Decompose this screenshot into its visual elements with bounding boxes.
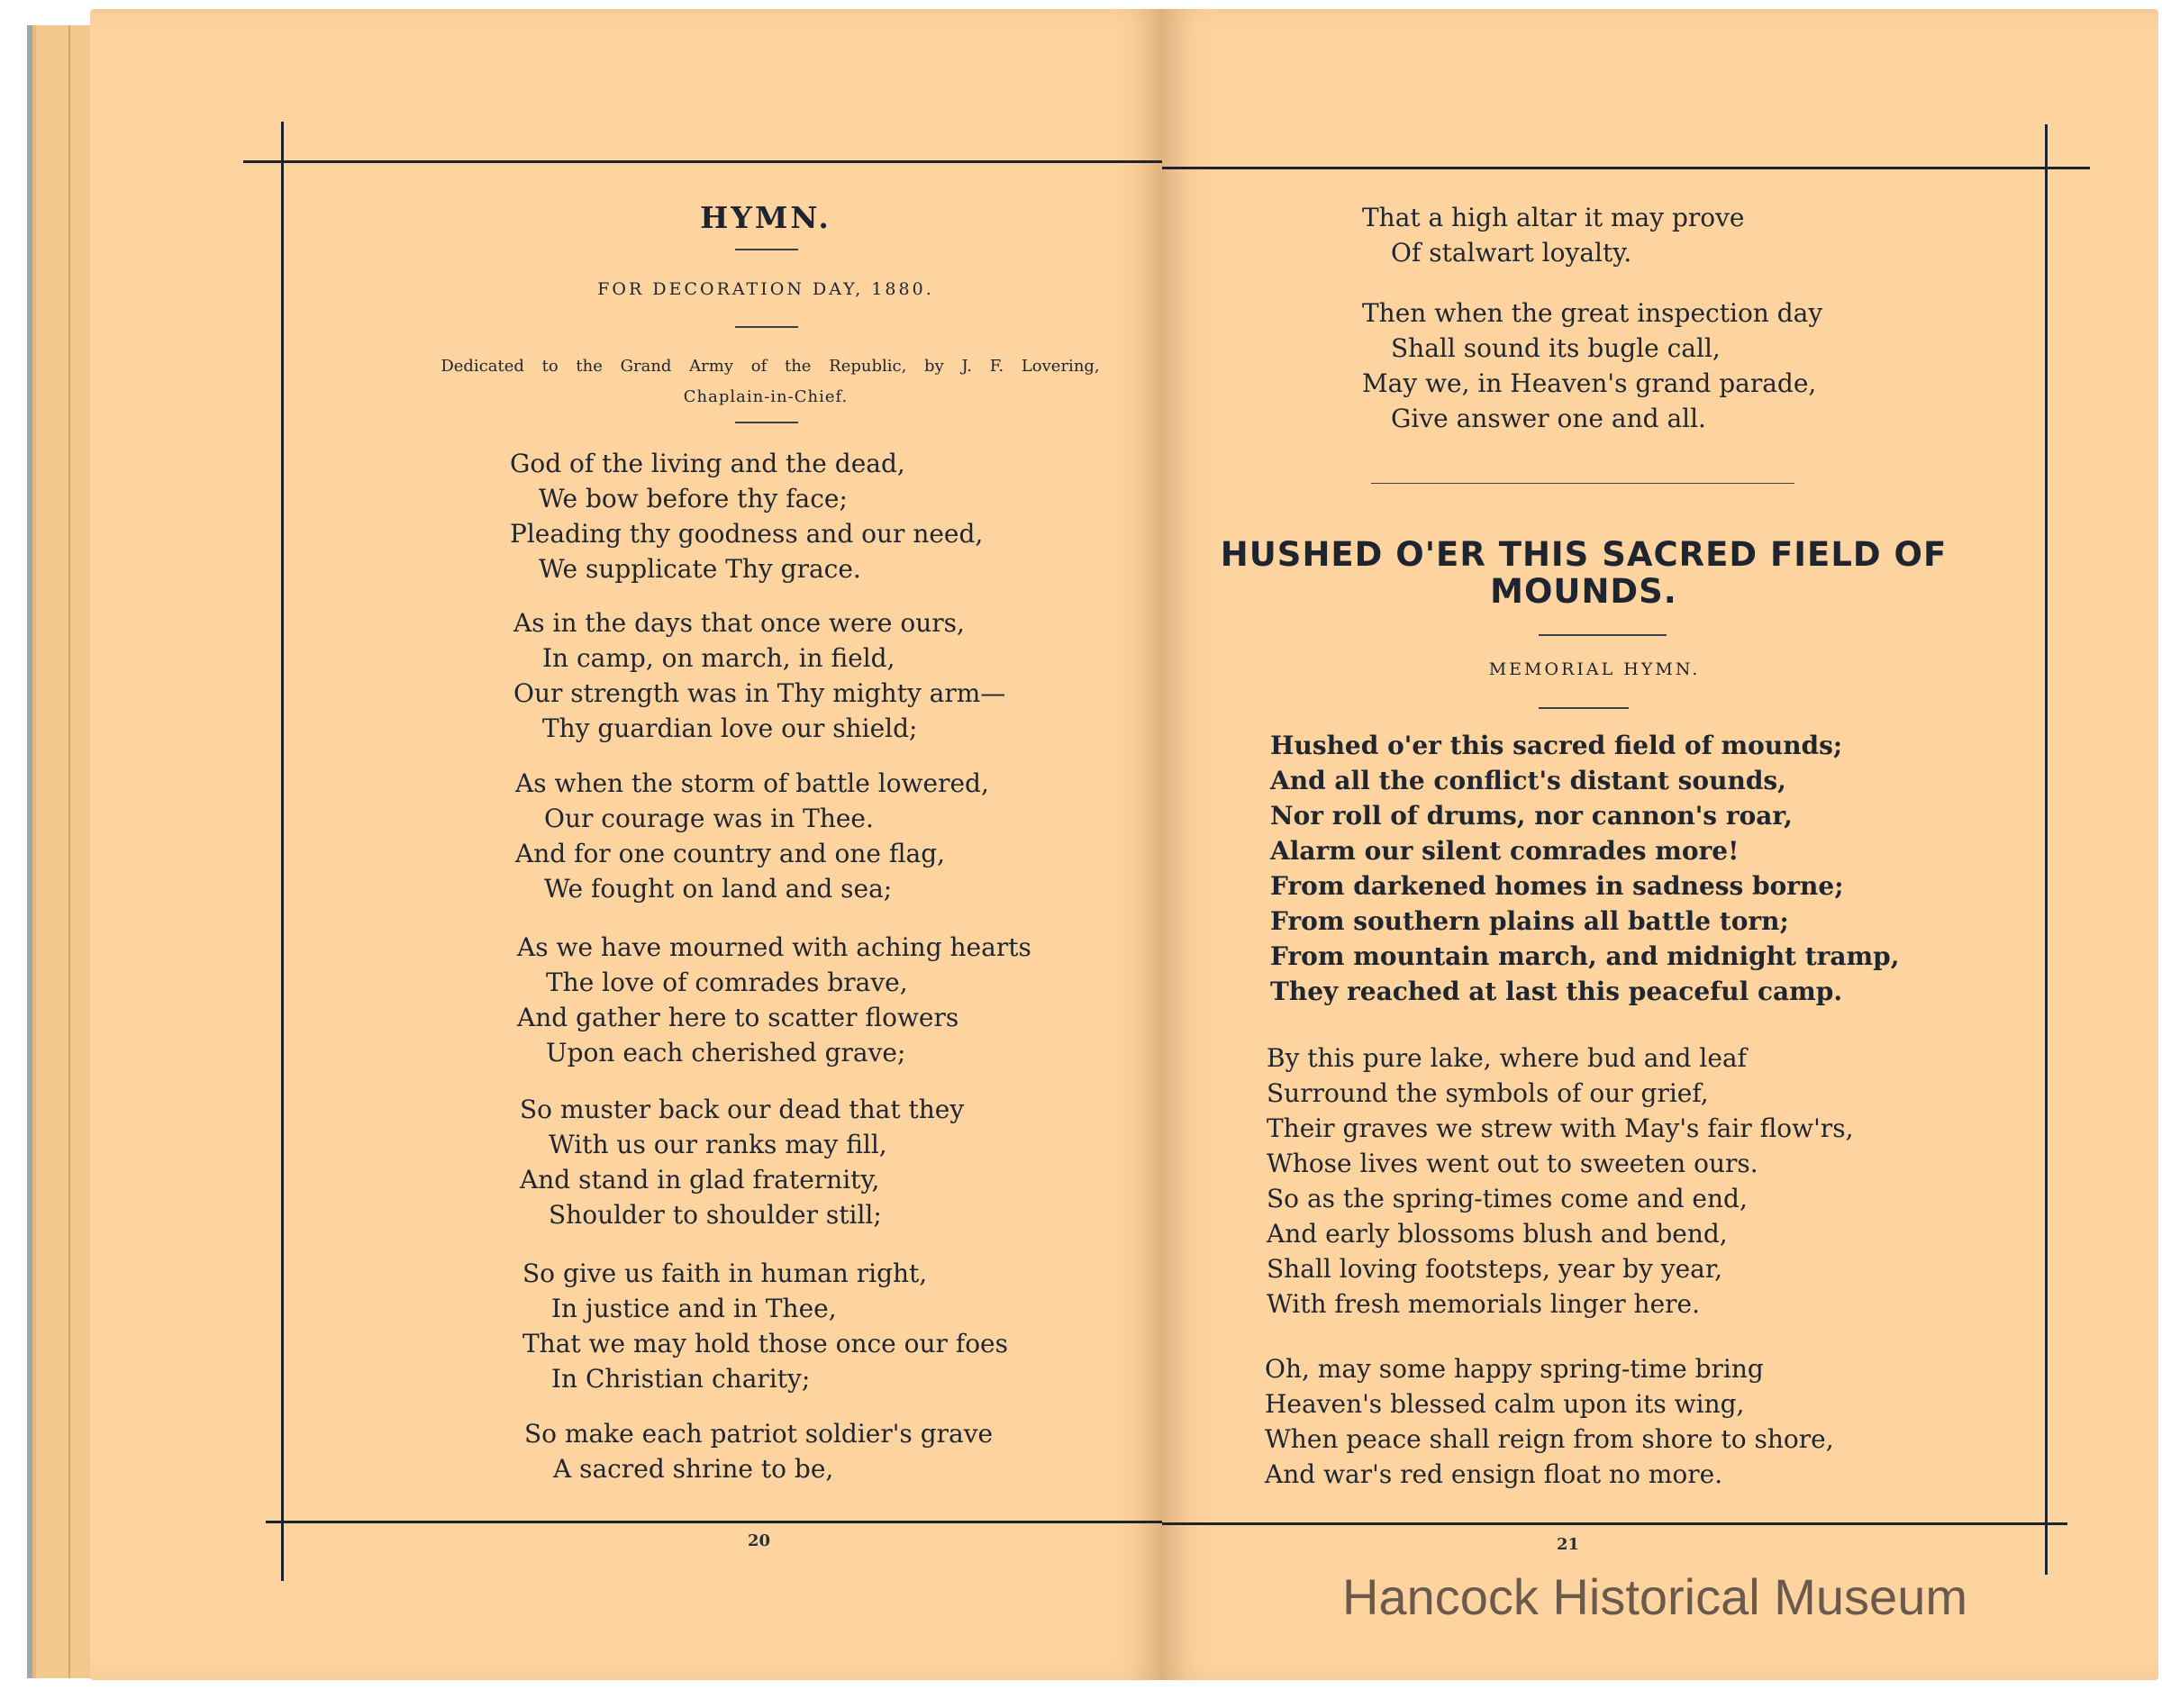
- verse-line: Shall loving footsteps, year by year,: [1267, 1254, 1723, 1284]
- dedication-line: Dedicated to the Grand Army of the Republic, by J. F. Lovering,: [441, 357, 1100, 376]
- subtitle-divider: [735, 326, 798, 328]
- verse-line: And early blossoms blush and bend,: [1267, 1219, 1728, 1249]
- verse-line: Then when the great inspection day: [1362, 298, 1823, 328]
- verse-line: Shall sound its bugle call,: [1391, 333, 1721, 363]
- poem-title: MOUNDS.: [1490, 572, 1677, 611]
- verse-line: Pleading thy goodness and our need,: [510, 519, 984, 549]
- verse-line: From southern plains all battle torn;: [1270, 906, 1789, 936]
- verse-line: So give us faith in human right,: [522, 1258, 928, 1288]
- page-number: 21: [1557, 1535, 1580, 1554]
- verse-line: The love of comrades brave,: [546, 968, 908, 997]
- verse-line: In justice and in Thee,: [551, 1294, 837, 1323]
- verse-line: Nor roll of drums, nor cannon's roar,: [1270, 801, 1793, 831]
- verse-line: A sacred shrine to be,: [553, 1454, 834, 1484]
- stanza: [1267, 1040, 1853, 1322]
- verse-line: By this pure lake, where bud and leaf: [1267, 1043, 1747, 1073]
- verse-line: And all the conflict's distant sounds,: [1270, 766, 1786, 795]
- verse-line: Our courage was in Thee.: [544, 804, 874, 833]
- stanza: [1270, 728, 1900, 1009]
- verse-line: Of stalwart loyalty.: [1391, 238, 1632, 268]
- stanza: [520, 1092, 964, 1232]
- verse-line: That we may hold those once our foes: [522, 1329, 1008, 1358]
- left-border-rule: [281, 122, 284, 1581]
- verse-line: Their graves we strew with May's fair flow'rs,: [1267, 1113, 1854, 1143]
- verse-line: With fresh memorials linger here.: [1267, 1289, 1701, 1319]
- poem-subtitle: MEMORIAL HYMN.: [1488, 659, 1701, 679]
- verse-line: Surround the symbols of our grief,: [1267, 1078, 1709, 1108]
- dedication-divider: [735, 422, 798, 423]
- verse-line: We fought on land and sea;: [544, 874, 893, 904]
- verse-line: We bow before thy face;: [539, 484, 848, 513]
- dedication-line: Chaplain-in-Chief.: [683, 387, 849, 406]
- museum-watermark: Hancock Historical Museum: [1342, 1568, 1967, 1625]
- verse-line: In camp, on march, in field,: [542, 643, 895, 673]
- verse-line: God of the living and the dead,: [510, 449, 905, 478]
- subtitle-divider: [1539, 707, 1629, 709]
- verse-line: Give answer one and all.: [1391, 404, 1706, 433]
- verse-line: As we have mourned with aching hearts: [517, 932, 1031, 962]
- page-edge-line: [68, 25, 70, 1678]
- verse-line: With us our ranks may fill,: [549, 1130, 887, 1159]
- verse-line: And war's red ensign float no more.: [1265, 1459, 1723, 1489]
- stanza: [515, 766, 989, 906]
- verse-line: Oh, may some happy spring-time bring: [1265, 1354, 1764, 1384]
- stanza: [1265, 1351, 1834, 1492]
- stanza: [513, 605, 1005, 746]
- stanza: [524, 1416, 993, 1486]
- verse-line: And stand in glad fraternity,: [520, 1165, 880, 1195]
- verse-line: As when the storm of battle lowered,: [515, 768, 989, 798]
- verse-line: Upon each cherished grave;: [546, 1038, 906, 1068]
- verse-line: From darkened homes in sadness borne;: [1270, 871, 1844, 901]
- verse-line: That a high altar it may prove: [1362, 203, 1745, 232]
- verse-line: When peace shall reign from shore to shore,: [1265, 1424, 1834, 1454]
- section-divider: [1371, 483, 1794, 484]
- stanza: [1362, 200, 1745, 270]
- verse-line: Hushed o'er this sacred field of mounds;: [1270, 731, 1843, 760]
- verse-line: So muster back our dead that they: [520, 1095, 965, 1124]
- stanza: [517, 930, 1031, 1070]
- verse-line: And gather here to scatter flowers: [517, 1003, 959, 1032]
- stanza: [510, 446, 983, 586]
- top-border-rule: [1162, 167, 2090, 169]
- verse-line: Alarm our silent comrades more!: [1270, 836, 1740, 866]
- bottom-border-rule: [1162, 1522, 2067, 1525]
- poem-title: HUSHED O'ER THIS SACRED FIELD OF: [1220, 535, 1948, 574]
- verse-line: And for one country and one flag,: [515, 839, 946, 868]
- verse-line: So as the spring-times come and end,: [1267, 1184, 1748, 1213]
- verse-line: Shoulder to shoulder still;: [549, 1200, 882, 1230]
- bottom-border-rule: [266, 1521, 1252, 1523]
- verse-line: We supplicate Thy grace.: [539, 554, 861, 584]
- page-number: 20: [748, 1531, 771, 1550]
- verse-line: Our strength was in Thy mighty arm—: [513, 678, 1006, 708]
- verse-line: So make each patriot soldier's grave: [524, 1419, 994, 1449]
- verse-line: In Christian charity;: [551, 1364, 811, 1394]
- right-border-rule: [2045, 124, 2048, 1575]
- stanza: [522, 1256, 1008, 1396]
- left-page: [90, 9, 1162, 1680]
- verse-line: They reached at last this peaceful camp.: [1270, 977, 1843, 1006]
- verse-line: From mountain march, and midnight tramp,: [1270, 941, 1900, 971]
- title-divider: [735, 249, 798, 250]
- verse-line: As in the days that once were ours,: [513, 608, 965, 638]
- hymn-title: HYMN.: [700, 200, 831, 235]
- verse-line: Thy guardian love our shield;: [542, 713, 918, 743]
- verse-line: Whose lives went out to sweeten ours.: [1267, 1149, 1758, 1178]
- hymn-subtitle: FOR DECORATION DAY, 1880.: [597, 279, 934, 299]
- right-page: [1162, 9, 2158, 1680]
- verse-line: May we, in Heaven's grand parade,: [1362, 368, 1817, 398]
- verse-line: Heaven's blessed calm upon its wing,: [1265, 1389, 1745, 1419]
- title-divider: [1539, 634, 1667, 636]
- stanza: [1362, 295, 1822, 436]
- top-border-rule: [243, 160, 1252, 163]
